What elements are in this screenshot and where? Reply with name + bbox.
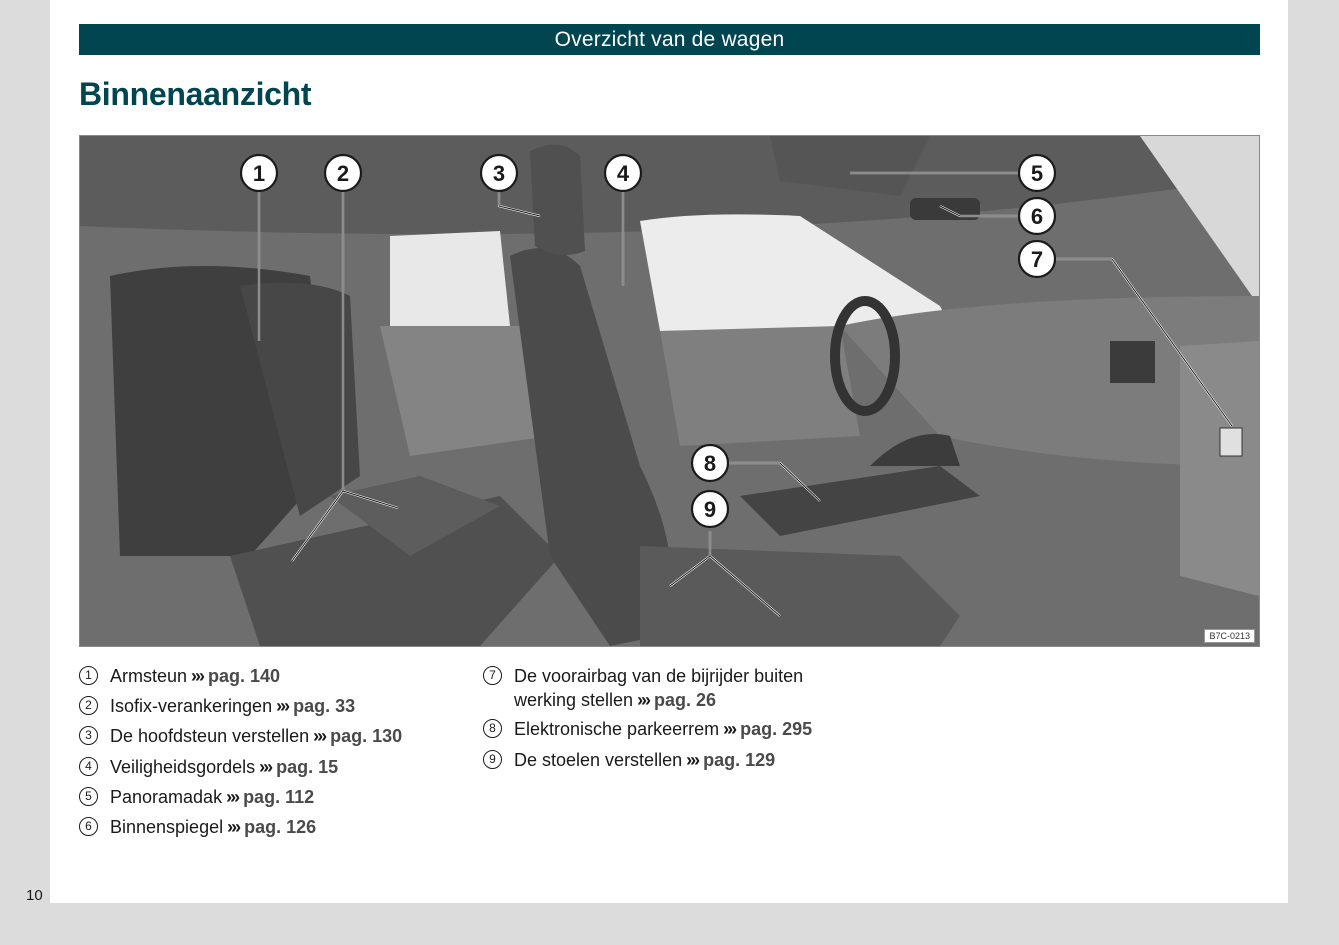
callout-8 — [692, 445, 728, 481]
legend-text: De hoofdsteun verstellen — [110, 726, 310, 746]
legend-number: 7 — [483, 666, 502, 685]
arrow-icon: ››› — [227, 817, 240, 837]
callout-4-label: 4 — [616, 161, 630, 186]
legend-item — [79, 694, 355, 718]
legend-text-line2: werking stellen — [514, 690, 634, 710]
legend-number: 8 — [483, 719, 502, 738]
legend-number: 5 — [79, 787, 98, 806]
page-reference-link[interactable]: pag. 130 — [330, 726, 403, 746]
interior-illustration — [79, 135, 1260, 647]
callout-9-label: 9 — [703, 497, 717, 522]
legend-number: 9 — [483, 750, 502, 769]
page-reference-link[interactable]: pag. 112 — [243, 787, 315, 807]
legend-item — [79, 664, 280, 688]
legend-text: De voorairbag van de bijrijder buiten — [514, 666, 804, 686]
callout-4 — [605, 155, 641, 191]
legend-item — [79, 785, 314, 809]
page-reference-link[interactable]: pag. 129 — [703, 750, 776, 770]
legend-text: Armsteun — [110, 666, 188, 686]
callout-1-label: 1 — [252, 161, 266, 186]
callout-5-label: 5 — [1030, 161, 1044, 186]
arrow-icon: ››› — [259, 757, 272, 777]
legend-text: Veiligheidsgordels — [110, 757, 256, 777]
legend-number: 2 — [79, 696, 98, 715]
arrow-icon: ››› — [276, 696, 289, 716]
page-reference-link[interactable]: pag. 295 — [740, 719, 813, 739]
legend-text: Binnenspiegel — [110, 817, 224, 837]
callout-7 — [1019, 241, 1055, 277]
legend-item — [483, 664, 803, 712]
legend-item — [483, 748, 775, 772]
callout-7-label: 7 — [1030, 247, 1044, 272]
arrow-icon: ››› — [637, 690, 650, 710]
legend-number: 6 — [79, 817, 98, 836]
callout-3 — [481, 155, 517, 191]
page-reference-link[interactable]: pag. 15 — [276, 757, 339, 777]
legend-item — [79, 755, 338, 779]
legend-number: 4 — [79, 757, 98, 776]
legend-item — [79, 815, 316, 839]
arrow-icon: ››› — [686, 750, 699, 770]
page-reference-link[interactable]: pag. 26 — [654, 690, 717, 710]
callout-5 — [1019, 155, 1055, 191]
callout-1 — [241, 155, 277, 191]
page-number: 10 — [26, 887, 43, 904]
section-title: Overzicht van de wagen — [554, 28, 785, 51]
page-title: Binnenaanzicht — [79, 76, 312, 112]
section-header — [79, 24, 1260, 55]
callout-3-label: 3 — [492, 161, 506, 186]
arrow-icon: ››› — [226, 787, 239, 807]
legend-item — [79, 724, 402, 748]
callout-6 — [1019, 198, 1055, 234]
arrow-icon: ››› — [191, 666, 204, 686]
callout-9 — [692, 491, 728, 527]
legend-text: Elektronische parkeerrem — [514, 719, 720, 739]
callout-2 — [325, 155, 361, 191]
legend-text: Panoramadak — [110, 787, 223, 807]
legend-number: 3 — [79, 726, 98, 745]
legend-number: 1 — [79, 666, 98, 685]
page-reference-link[interactable]: pag. 33 — [293, 696, 356, 716]
legend-text: Isofix-verankeringen — [110, 696, 273, 716]
figure-code: B7C-0213 — [1204, 629, 1255, 643]
callout-6-label: 6 — [1030, 204, 1044, 229]
legend-text: De stoelen verstellen — [514, 750, 683, 770]
callout-2-label: 2 — [336, 161, 350, 186]
legend-item — [483, 717, 812, 741]
page-reference-link[interactable]: pag. 126 — [244, 817, 317, 837]
callout-8-label: 8 — [703, 451, 717, 476]
page-reference-link[interactable]: pag. 140 — [208, 666, 281, 686]
arrow-icon: ››› — [313, 726, 326, 746]
arrow-icon: ››› — [723, 719, 736, 739]
